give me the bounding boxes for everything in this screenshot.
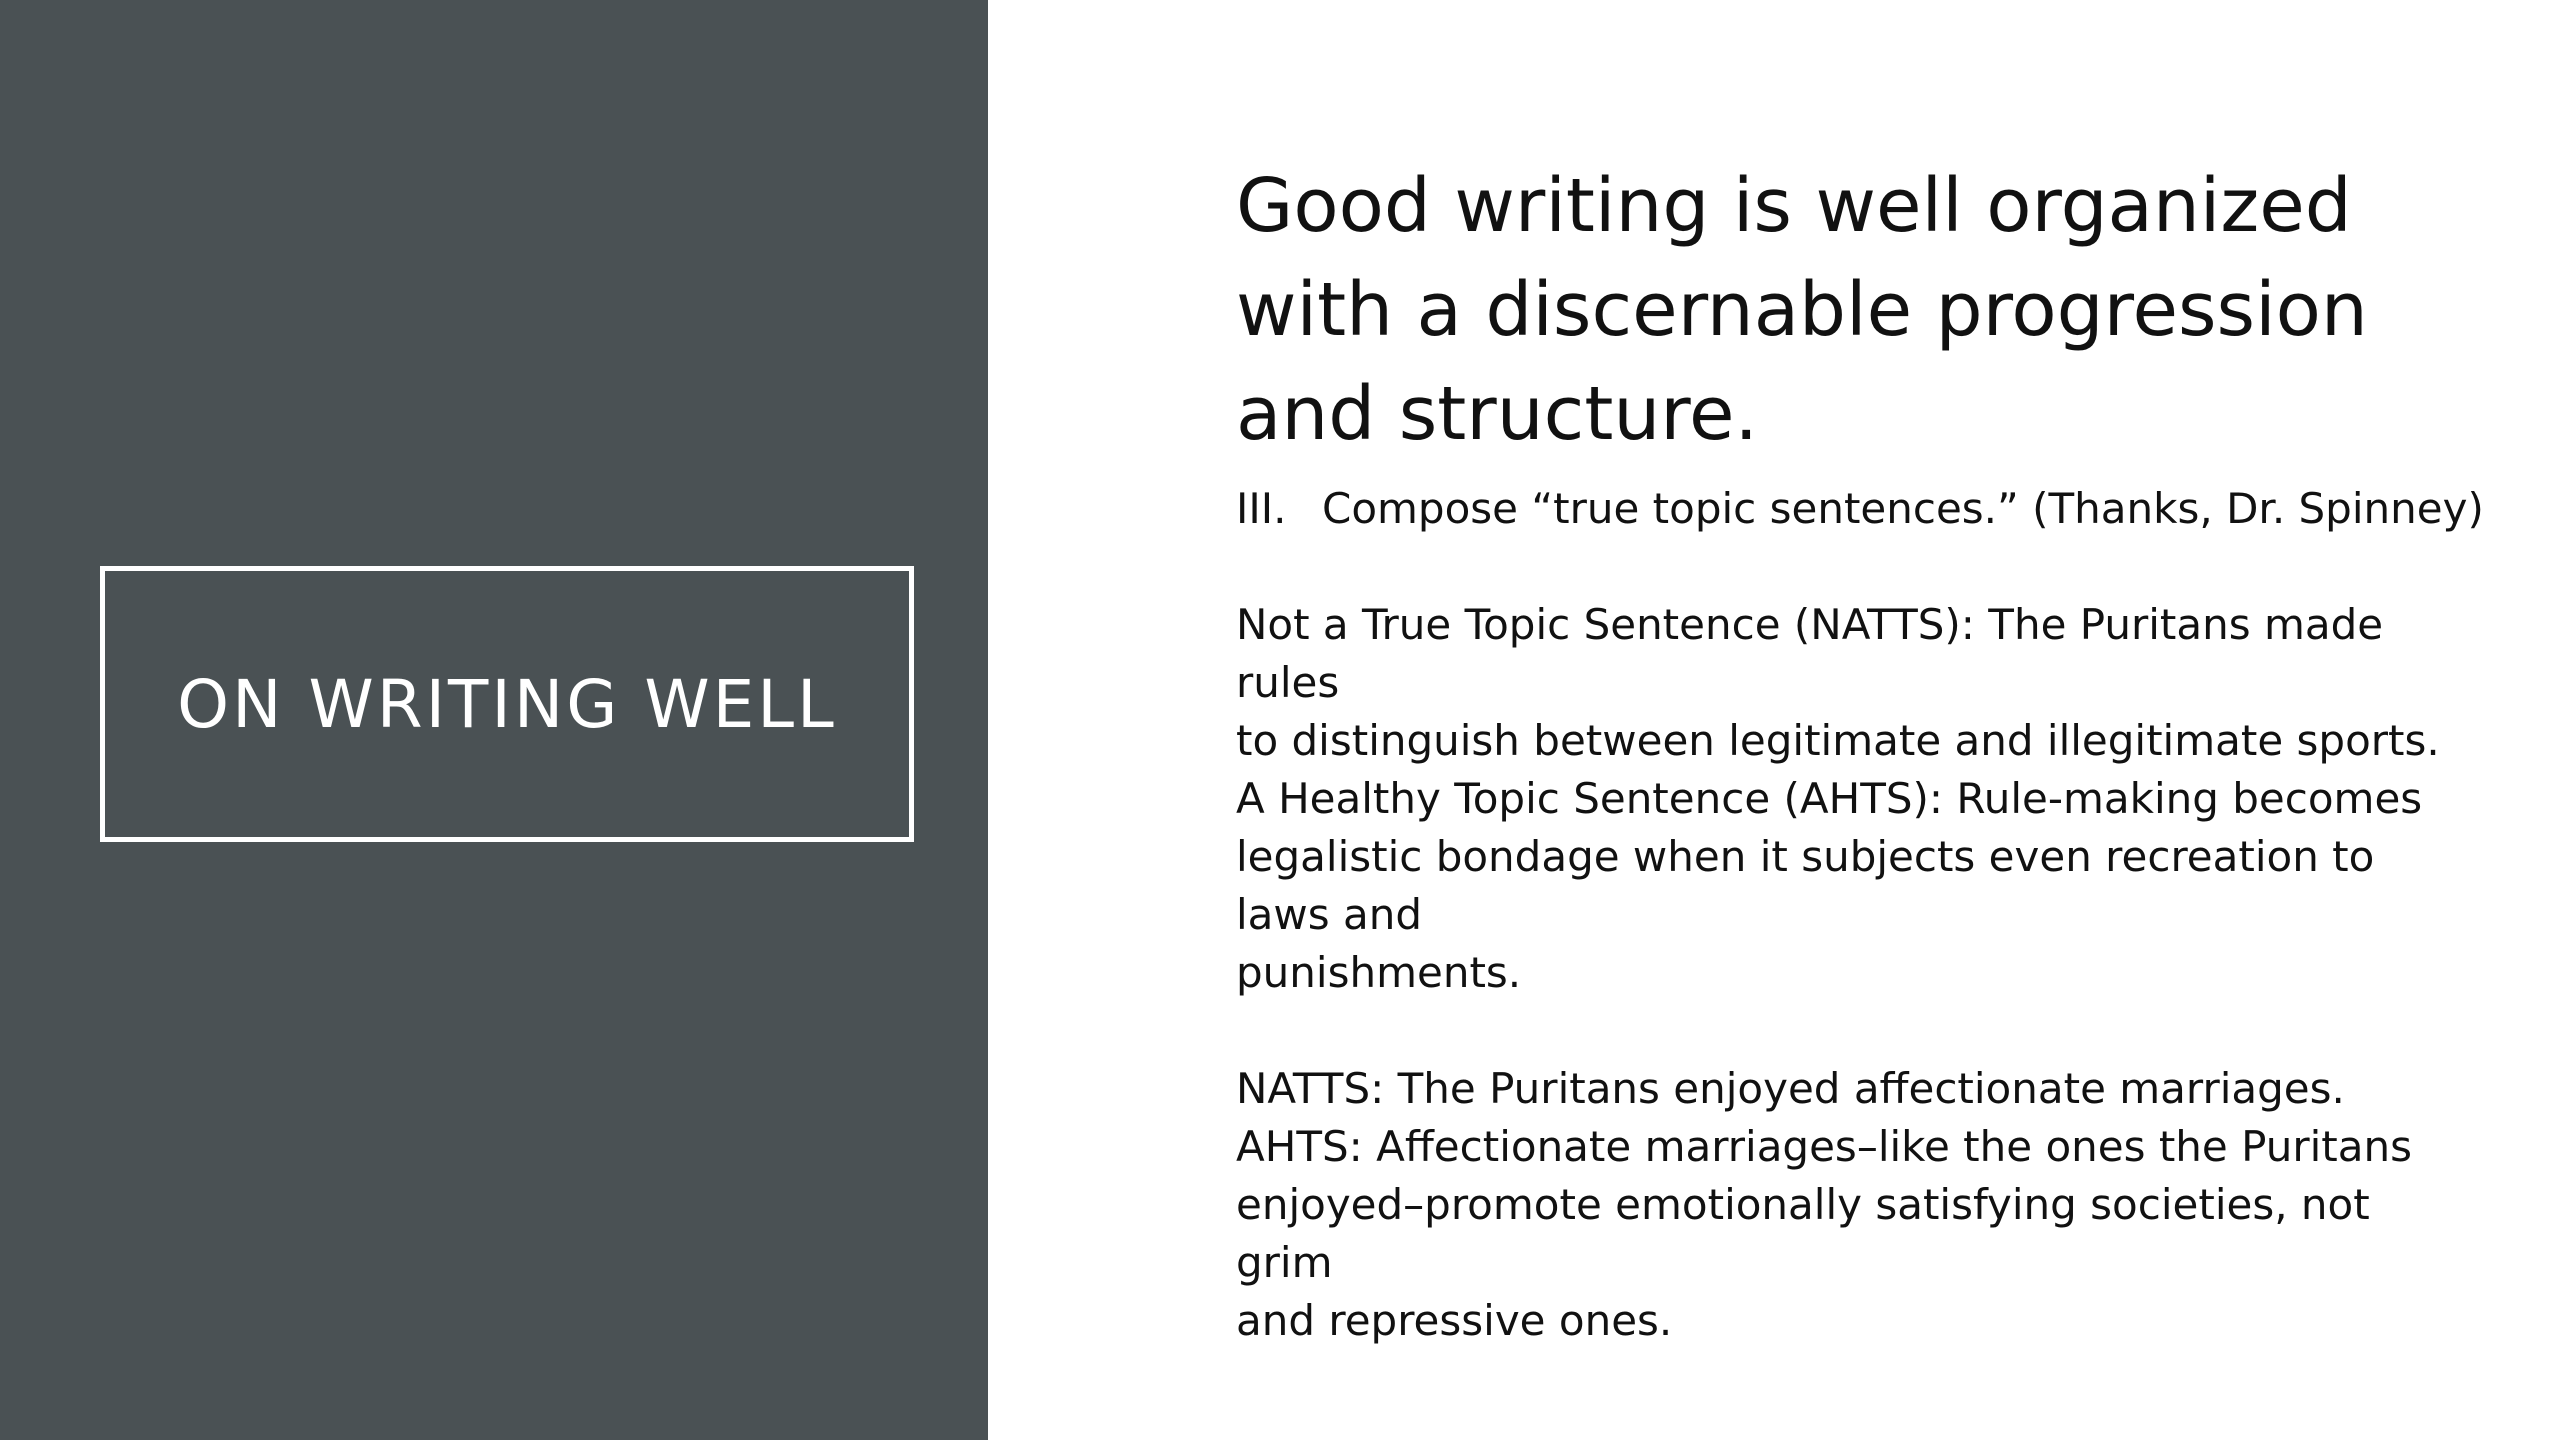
numbered-point [1236,480,2484,538]
point-text: Compose “true topic sentences.” (Thanks, Dr. Spinney) [1322,484,2484,533]
example-paragraph-1 [1236,596,2476,1002]
example-line: and repressive ones. [1236,1296,1673,1345]
content-heading [1236,154,2476,466]
example-line: enjoyed–promote emotionally satisfying societies, not grim [1236,1180,2370,1287]
example-line: NATTS: The Puritans enjoyed affectionate marriages. [1236,1064,2345,1113]
content-area [1236,154,2484,1350]
heading-line: Good writing is well organized [1236,163,2352,249]
example-line: A Healthy Topic Sentence (AHTS): Rule-making becomes [1236,774,2423,823]
slide-title: ON WRITING WELL [177,665,837,743]
example-line: AHTS: Affectionate marriages–like the ones the Puritans [1236,1122,2412,1171]
heading-line: and structure. [1236,371,1759,457]
point-number: III. [1236,484,1287,533]
title-frame [100,566,914,842]
example-line: to distinguish between legitimate and illegitimate sports. [1236,716,2440,765]
example-line: legalistic bondage when it subjects even recreation to laws and [1236,832,2375,939]
title-panel [0,0,988,1440]
heading-line: with a discernable progression [1236,267,2368,353]
example-paragraph-2 [1236,1060,2476,1350]
example-line: punishments. [1236,948,1522,997]
example-line: Not a True Topic Sentence (NATTS): The Puritans made rules [1236,600,2384,707]
